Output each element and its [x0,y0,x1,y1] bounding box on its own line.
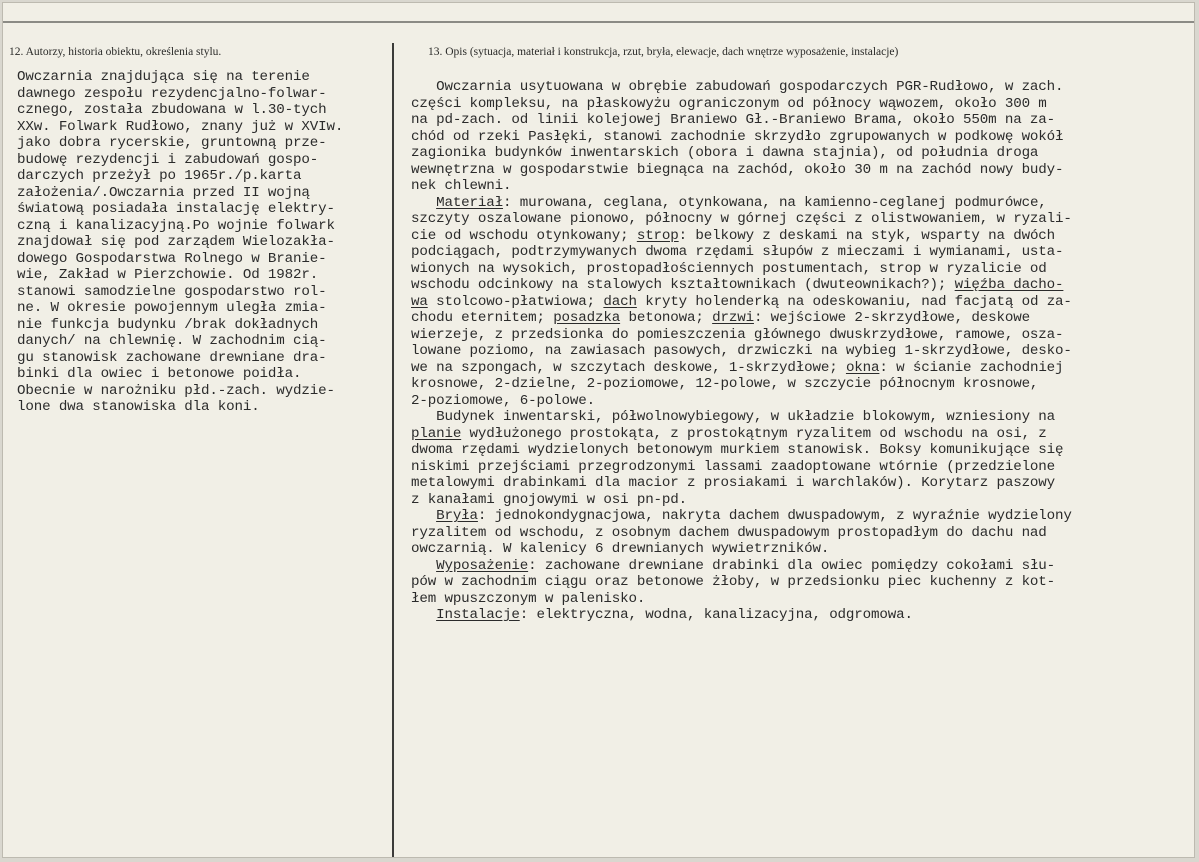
top-rule [3,21,1194,23]
description-text-line [411,211,1072,228]
text-segment: metalowymi drabinkami dla macior z prosiakami i warchlaków). Korytarz paszowy [411,475,1056,491]
text-segment: ryzalitem od wschodu, z osobnym dachem dwuspadowym prostopadłym do dachu nad [411,524,1047,541]
history-text-column [17,69,343,416]
underlined-keyword: dach [603,293,637,310]
text-segment: we na szpongach, w szczytach deskowe, 1-skrzydłowe; [411,359,846,376]
underlined-keyword: Bryła [436,508,478,524]
text-segment: : belkowy z deskami na styk, wsparty na dwóch [678,227,1056,244]
text-segment: części kompleksu, na płaskowyżu ograniczonym od północy wąwozem, około 300 m [411,95,1047,112]
text-segment: wewnętrzna w gospodarstwie biegnąca na zachód, około 30 m na zachód nowy budy- [411,161,1064,178]
text-segment: lowane poziomo, na zawiasach pasowych, drzwiczki na wybieg 1-skrzydłowe, desko- [411,343,1072,359]
description-text-line [411,558,1072,575]
text-segment: wydłużonego prostokąta, z prostokątnym ryzalitem od wschodu na osi, z [461,425,1047,442]
text-segment: dwoma rzędami wydzielonych betonowym murkiem stanowisk. Boksy komunikujące się [411,442,1064,458]
description-text-line [411,475,1072,492]
history-text-line: światową posiadała instalację elektry- [17,201,335,217]
text-segment: niskimi przejściami przegrodzonymi lassami zaadoptowane wtórnie (przedzielone [411,458,1056,475]
text-segment: zagionika budynków inwentarskich (obora i dawna stajnia), od południa droga [411,145,1039,161]
text-segment: 2-poziomowe, 6-polowe. [411,392,596,409]
description-text-column [411,79,1072,624]
description-text-line [411,343,1072,360]
text-segment: łem wpuszczonym w palenisko. [411,590,646,607]
underlined-keyword: strop [636,227,679,244]
underlined-keyword: okna [845,359,880,376]
description-text-line [411,607,1072,624]
underlined-keyword: wa [411,293,428,310]
description-text-line [411,393,1072,410]
description-text-line [411,327,1072,344]
description-text-line [411,360,1072,377]
history-text-line: gu stanowisk zachowane drewniane dra- [17,349,327,366]
description-text-line [411,178,1072,195]
history-text-line: założenia/.Owczarnia przed II wojną [17,184,310,201]
history-text-line: ne. W okresie powojennym uległa zmia- [17,300,327,316]
text-segment: : jednokondygnacjowa, nakryta dachem dwuspadowym, z wyraźnie wydzielony [477,508,1072,524]
underlined-keyword: drzwi [712,310,754,326]
history-text-line: czną i kanalizacyjną.Po wojnie folwark [17,217,335,234]
text-segment [411,607,436,623]
history-text-line: darczych przeżył po 1965r./p.karta [17,168,302,184]
section-13-heading: 13. Opis (sytuacja, materiał i konstrukcja, rzut, bryła, elewacje, dach wnętrze wyposażenie, instalacje) [428,46,899,58]
description-text-line [411,574,1072,591]
text-segment [411,195,436,211]
description-text-line [411,591,1072,608]
history-text-line: Owczarnia znajdująca się na terenie [17,69,310,85]
history-text-line: binki dla owiec i betonowe poidła. [17,366,302,382]
text-segment: podciągach, podtrzymywanych dwoma rzędami słupów z mieczami i wymianami, usta- [411,244,1064,260]
text-segment: szczyty oszalowane pionowo, północny w górnej części z olistwowaniem, w ryzali- [411,211,1072,227]
history-text-line: stanowi samodzielne gospodarstwo rol- [17,283,327,300]
description-text-line [411,459,1072,476]
text-segment: : w ścianie zachodniej [879,359,1064,376]
history-text-line: Obecnie w narożniku płd.-zach. wydzie- [17,382,335,399]
description-text-line [411,195,1072,212]
history-text-line: jako dobra rycerskie, gruntowną prze- [17,135,327,151]
text-segment: cie od wschodu otynkowany; [411,227,637,244]
text-segment: betonowa; [620,310,713,326]
history-text-line: znajdował się pod zarządem Wielozakła- [17,234,335,250]
text-segment: krosnowe, 2-dzielne, 2-poziomowe, 12-polowe, w szczycie północnym krosnowe, [411,376,1039,392]
history-text-line: dawnego zespołu rezydencjalno-folwar- [17,85,327,102]
text-segment: owczarnią. W kalenicy 6 drewnianych wywietrzników. [411,541,830,557]
underlined-keyword: Materiał [436,194,504,211]
history-text-line: XXw. Folwark Rudłowo, znany już w XVIw. [17,118,344,135]
description-text-line [411,294,1072,311]
history-text-line: cznego, została zbudowana w l.30-tych [17,102,327,118]
text-segment: na pd-zach. od linii kolejowej Braniewo Gł.-Braniewo Brama, około 550m na za- [411,112,1056,128]
description-text-line [411,261,1072,278]
text-segment: stolcowo-płatwiowa; [427,293,604,310]
text-segment: nek chlewni. [411,178,512,194]
underlined-keyword: posadzka [553,310,621,326]
description-text-line [411,426,1072,443]
description-text-line [411,310,1072,327]
description-text-line [411,442,1072,459]
description-text-line [411,492,1072,509]
section-12-heading: 12. Autorzy, historia obiektu, określenia stylu. [9,46,222,58]
text-segment: wierzeje, z przedsionka do pomieszczenia głównego dwuskrzydłowe, ramowe, osza- [411,326,1064,343]
history-text-line: budowę rezydencji i zabudowań gospo- [17,151,319,168]
history-text-line: dowego Gospodarstwa Rolnego w Branie- [17,250,327,267]
text-segment: chodu eternitem; [411,310,554,326]
description-text-line [411,409,1072,426]
description-text-line [411,525,1072,542]
text-segment: wschodu odcinkowy na stalowych kształtownikach (dwuteownikach?); [411,277,955,293]
description-text-line [411,376,1072,393]
description-text-line [411,162,1072,179]
text-segment: : zachowane drewniane drabinki dla owiec pomiędzy cokołami słu- [528,557,1056,574]
description-text-line [411,228,1072,245]
text-segment: kryty holenderką na odeskowaniu, nad facjatą od za- [636,293,1072,310]
record-card [2,2,1195,858]
description-text-line [411,145,1072,162]
text-segment: : wejściowe 2-skrzydłowe, deskowe [753,310,1030,326]
text-segment: z kanałami gnojowymi w osi pn-pd. [411,491,688,508]
description-text-line [411,277,1072,294]
text-segment: pów w zachodnim ciągu oraz betonowe żłoby, w przedsionku piec kuchenny z kot- [411,574,1056,590]
underlined-keyword: Instalacje [436,607,520,623]
text-segment [411,508,436,524]
text-segment: wionych na wysokich, prostopadłościennych postumentach, strop w ryzalicie od [411,260,1047,277]
history-text-line: nie funkcja budynku /brak dokładnych [17,316,319,333]
history-text-line: danych/ na chlewnię. W zachodnim cią- [17,333,327,349]
text-segment: chód od rzeki Pasłęki, stanowi zachodnie skrzydło zgrupowanych w podkowę wokół [411,128,1064,145]
description-text-line [411,96,1072,113]
text-segment: : murowana, ceglana, otynkowana, na kamienno-ceglanej podmurówce, [503,194,1047,211]
underlined-keyword: planie [411,425,462,442]
history-text-line: wie, Zakład w Pierzchowie. Od 1982r. [17,267,319,283]
text-segment: Owczarnia usytuowana w obrębie zabudowań gospodarczych PGR-Rudłowo, w zach. [411,79,1064,95]
description-text-line [411,508,1072,525]
description-text-line [411,244,1072,261]
description-text-line [411,129,1072,146]
description-text-line [411,541,1072,558]
description-text-line [411,112,1072,129]
text-segment: : elektryczna, wodna, kanalizacyjna, odgromowa. [519,607,913,623]
text-segment: Budynek inwentarski, półwolnowybiegowy, w układzie blokowym, wzniesiony na [411,409,1056,425]
underlined-keyword: więźba dacho- [954,277,1064,293]
description-text-line [411,79,1072,96]
column-divider [392,43,394,857]
history-text-line: lone dwa stanowiska dla koni. [17,399,260,415]
text-segment [411,558,436,574]
underlined-keyword: Wyposażenie [436,557,529,574]
